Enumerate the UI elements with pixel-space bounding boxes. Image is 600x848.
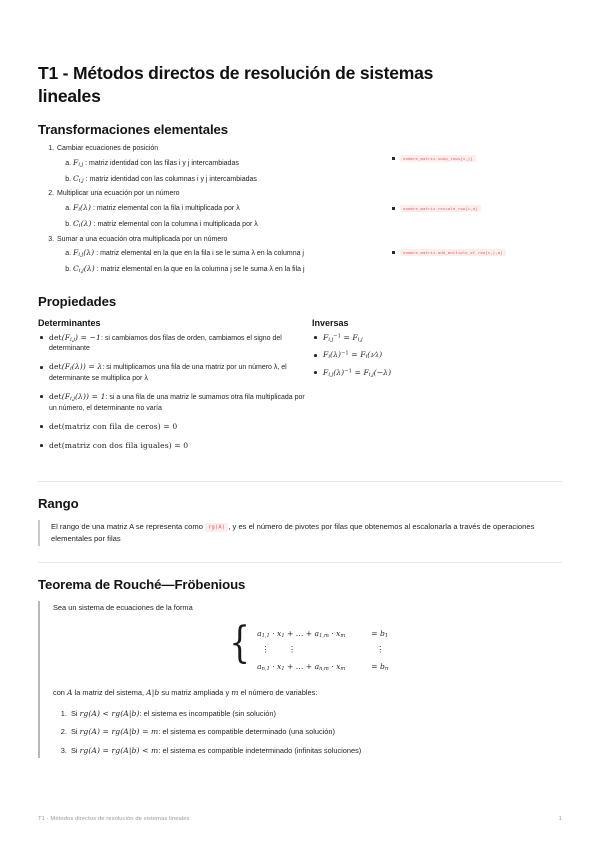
formula: $C_i(\lambda)$: [73, 219, 92, 230]
equation-table: [257, 626, 389, 675]
footer-title: T1 - Métodos directos de resolución de sistemas lineales: [38, 816, 190, 822]
code-snippet-rg: rg(A): [205, 523, 228, 532]
sublist: [57, 157, 562, 186]
formula: m: [231, 687, 239, 697]
item-text: : si cambiamos dos filas de orden, cambiamos el signo del determinante: [49, 334, 282, 353]
rango-text: [51, 521, 562, 546]
item-text: : si a una fila de una matriz le sumamos otra fila multiplicada por un número, el determinante no varía: [49, 393, 305, 412]
item-text: : el sistema es compatible determinado (una solución): [158, 727, 335, 737]
item-text: : matriz elemental con la columna i multiplicada por λ: [93, 221, 258, 229]
equation-vdots: ⋮ ⋮: [261, 644, 297, 654]
equation-vdots-rhs: ⋮: [376, 644, 385, 654]
list-item: [73, 218, 562, 231]
formula: $\det(F_{i,j}(\lambda)) = 1$: [49, 391, 106, 402]
text-before: El rango de una matriz A se representa como: [51, 521, 203, 531]
equation-system: [53, 618, 562, 675]
equation-system-body: [226, 618, 389, 675]
list-item: [56, 189, 562, 230]
section-heading-transformaciones: Transformaciones elementales: [38, 122, 228, 138]
list-item: [69, 745, 562, 756]
code-snippet-add-multiple-of-row: nombre_matriz.add_multiple_of_row[i,j,a]: [400, 249, 506, 256]
item-text: : matriz elemental con la fila i multiplicada por λ: [93, 205, 240, 213]
list-item: [312, 332, 562, 345]
item-text: : matriz identidad con las columnas i y j intercambiadas: [85, 175, 257, 183]
section-heading-teorema: Teorema de Rouché—Fröbenious: [38, 577, 246, 593]
list-item: [73, 202, 562, 215]
list-item: [38, 332, 310, 355]
si-label: Si: [71, 745, 78, 755]
page-footer: [38, 816, 562, 822]
formula: $\det(F_{i,j}) = -1$: [49, 332, 101, 343]
formula: A|b: [146, 687, 160, 697]
list-item: [69, 708, 562, 719]
section-heading-propiedades: Propiedades: [38, 293, 117, 309]
list-item: [56, 144, 562, 185]
list-item: [312, 349, 562, 362]
si-label: Si: [71, 727, 78, 737]
list-item: [38, 421, 310, 434]
formula: $\det(F_i(\lambda)) = \lambda$: [49, 362, 103, 373]
code-annotation: [392, 155, 476, 162]
list-item: [73, 157, 562, 170]
code-snippet-rescale-row: nombre_matriz.rescale_row[i,a]: [400, 205, 481, 212]
formula: $C_{i,j}$: [73, 173, 84, 184]
column-inversas: [310, 318, 562, 459]
formula: rg(A) = rg(A|b) < m: [79, 745, 159, 755]
formula: A: [66, 687, 73, 697]
formula: $F_{i,j}$: [73, 157, 84, 168]
item-label: Cambiar ecuaciones de posición: [57, 145, 159, 153]
column-determinantes: [38, 318, 310, 459]
item-text: : el sistema es compatible indeterminado (infinitas soluciones): [158, 745, 362, 755]
teorema-note: con A la matriz del sistema, A|b su matriz ampliada y m el número de variables:: [53, 687, 318, 697]
equation-row-dots: [257, 641, 389, 659]
list-item: [38, 361, 310, 384]
equation-row: [257, 626, 389, 641]
code-annotation: [392, 205, 481, 212]
left-brace-icon: {: [229, 618, 250, 669]
equation-rhs: = $b_n$: [371, 661, 389, 672]
list-item: [312, 367, 562, 380]
item-text: : matriz identidad con las filas i y j intercambiadas: [85, 159, 239, 167]
teorema-cases-list: [53, 708, 562, 756]
determinantes-list: [38, 332, 310, 452]
item-text: : matriz elemental en la que en la fila i se le suma λ en la columna j: [96, 250, 304, 258]
formula: $F_{i,j}^{-1} = F_{i,j}$: [323, 332, 363, 343]
item-text: : el sistema es incompatible (sin solución): [139, 708, 276, 718]
formula: $F_{i,j}(\lambda)^{-1} = F_{i,j}(-\lambda)$: [323, 367, 392, 378]
list-item: [69, 726, 562, 737]
equation-row: [257, 659, 389, 674]
bullet-icon: [392, 157, 395, 160]
code-annotation: [392, 249, 506, 256]
rango-blockquote: [38, 520, 562, 547]
formula: $C_{i,j}(\lambda)$: [73, 264, 95, 275]
equation-lhs: $a_{n,1} \cdot x_1$ + … + $a_{n,m} \cdot x_m$: [257, 661, 346, 672]
code-snippet-swap-rows: nombre_matriz.swap_rows[i,j]: [400, 155, 476, 162]
text-after: , y es el número de pivotes por filas que obtenemos al escalonarla a través de operaciones elementales por filas: [51, 521, 535, 543]
bullet-icon: [392, 207, 395, 210]
teorema-blockquote: [38, 601, 562, 758]
subheading-inversas: Inversas: [312, 317, 349, 328]
teorema-intro: Sea un sistema de ecuaciones de la forma: [53, 603, 193, 613]
transformaciones-list: [38, 144, 562, 276]
formula: $F_{i,j}(\lambda)$: [73, 248, 95, 259]
formula: rg(A) < rg(A|b): [79, 708, 140, 718]
list-item: [38, 391, 310, 414]
formula: det(matriz con fila de ceros) = 0: [49, 421, 178, 431]
subheading-determinantes: Determinantes: [38, 317, 101, 328]
formula: $F_i(\lambda)^{-1}$ = $F_i(1⁄\lambda)$: [323, 350, 383, 361]
section-heading-rango: Rango: [38, 495, 79, 511]
list-item: [73, 173, 562, 186]
bullet-icon: [392, 251, 395, 254]
item-label: Sumar a una ecuación otra multiplicada por un número: [57, 235, 228, 243]
formula: $F_i(\lambda)$: [73, 203, 92, 213]
page-title: T1 - Métodos directos de resolución de sistemas lineales: [38, 63, 434, 107]
footer-page-number: 1: [558, 816, 562, 822]
si-label: Si: [71, 708, 78, 718]
inversas-list: [312, 332, 562, 380]
item-text: : matriz elemental en la que en la columna j se le suma λ en la fila j: [96, 266, 305, 274]
sublist: [57, 202, 562, 231]
equation-rhs: = $b_1$: [371, 628, 389, 639]
item-text: : si multiplicamos una fila de una matriz por un número λ, el determinante se multiplica por λ: [49, 364, 287, 382]
list-item: [73, 263, 562, 276]
item-label: Multiplicar una ecuación por un número: [57, 190, 180, 198]
list-item: [38, 440, 310, 453]
propiedades-columns: [38, 318, 562, 459]
equation-lhs: $a_{1,1} \cdot x_1$ + … + $a_{1,m} \cdot x_m$: [257, 628, 346, 639]
formula: rg(A) = rg(A|b) = m: [79, 727, 159, 737]
formula: det(matriz con dos fila iguales) = 0: [49, 440, 189, 450]
